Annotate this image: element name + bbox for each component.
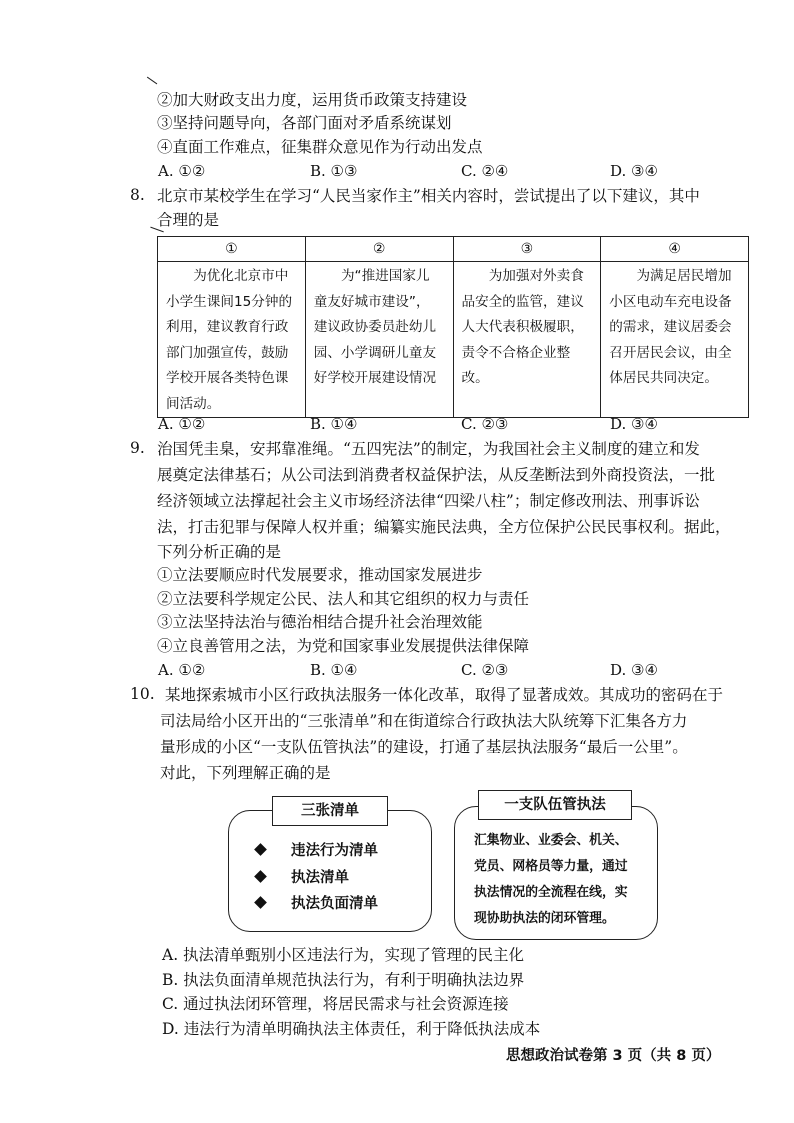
q8-option-b: B. ①④ — [310, 415, 358, 433]
page-footer: 思想政治试卷第 3 页（共 8 页） — [506, 1048, 721, 1064]
q7-option-c: C. ②④ — [461, 162, 509, 180]
right-list-line-1: 汇集物业、业委会、机关、 — [474, 833, 628, 848]
q10-stem-line-4: 对此，下列理解正确的是 — [160, 764, 331, 782]
q8-cell-4: 为满足居民增加小区电动车充电设备的需求，建议居委会召开居民会议，由全体居民共同决定。 — [601, 262, 749, 418]
left-list-title: 三张清单 — [272, 796, 388, 826]
right-list-title: 一支队伍管执法 — [478, 790, 632, 820]
q7-item-3: ③坚持问题导向，各部门面对矛盾系统谋划 — [157, 114, 452, 132]
q8-header-1: ① — [158, 237, 306, 262]
q10-option-b: B. 执法负面清单规范执法行为，有利于明确执法边界 — [162, 971, 525, 989]
q9-option-b: B. ①④ — [310, 661, 358, 679]
q10-option-a: A. 执法清单甄别小区违法行为，实现了管理的民主化 — [162, 946, 525, 964]
q8-stem-line-1: 北京市某校学生在学习“人民当家作主”相关内容时，尝试提出了以下建议，其中 — [157, 187, 700, 205]
left-list-item-3: 执法负面清单 — [256, 892, 378, 913]
right-list-line-2: 党员、网格员等力量，通过 — [474, 859, 628, 874]
q7-item-2: ②加大财政支出力度，运用货币政策支持建设 — [157, 91, 468, 109]
q9-stem-line-1: 治国凭圭臬，安邦靠准绳。“五四宪法”的制定，为我国社会主义制度的建立和发 — [157, 440, 700, 458]
q8-option-c: C. ②③ — [461, 415, 509, 433]
q8-header-2: ② — [305, 237, 453, 262]
q9-item-4: ④立良善管用之法，为党和国家事业发展提供法律保障 — [157, 637, 530, 655]
q9-stem-line-2: 展奠定法律基石；从公司法到消费者权益保护法，从反垄断法到外商投资法，一批 — [157, 466, 716, 484]
q8-header-3: ③ — [453, 237, 601, 262]
pen-mark — [147, 77, 158, 85]
q9-stem-line-3: 经济领域立法撑起社会主义市场经济法律“四梁八柱”；制定修改刑法、刑事诉讼 — [157, 492, 700, 510]
q10-number: 10. — [130, 685, 155, 703]
q9-option-c: C. ②③ — [461, 661, 509, 679]
q8-number: 8. — [130, 186, 145, 204]
q8-table — [157, 236, 749, 418]
q9-item-1: ①立法要顺应时代发展要求，推动国家发展进步 — [157, 566, 483, 584]
q8-cell-2: 为“推进国家儿童友好城市建设”，建议政协委员赴幼儿园、小学调研儿童友好学校开展建设情况 — [305, 262, 453, 418]
q7-option-d: D. ③④ — [610, 162, 658, 180]
q8-header-4: ④ — [601, 237, 749, 262]
q8-stem-line-2: 合理的是 — [157, 211, 220, 229]
q9-stem-line-4: 法，打击犯罪与保障人权并重；编纂实施民法典，全方位保护公民民事权利。据此， — [157, 518, 731, 536]
q9-item-3: ③立法坚持法治与德治相结合提升社会治理效能 — [157, 613, 483, 631]
diamond-bullet-icon — [254, 896, 267, 909]
left-list-item-1: 违法行为清单 — [256, 839, 378, 860]
q7-item-4: ④直面工作难点，征集群众意见作为行动出发点 — [157, 138, 483, 156]
q10-stem-line-2: 司法局给小区开出的“三张清单”和在街道综合行政执法大队统筹下汇集各方力 — [160, 712, 688, 730]
q8-option-a: A. ①② — [158, 415, 206, 433]
q10-stem-line-1: 某地探索城市小区行政执法服务一体化改革，取得了显著成效。其成功的密码在于 — [165, 686, 724, 704]
q9-number: 9. — [130, 439, 145, 457]
q10-stem-line-3: 量形成的小区“一支队伍管执法”的建设，打通了基层执法服务“最后一公里”。 — [160, 738, 688, 756]
diamond-bullet-icon — [254, 843, 267, 856]
q9-stem-line-5: 下列分析正确的是 — [157, 543, 282, 561]
q7-option-b: B. ①③ — [310, 162, 358, 180]
q9-option-a: A. ①② — [158, 661, 206, 679]
right-list-line-3: 执法情况的全流程在线，实 — [474, 885, 628, 900]
diamond-bullet-icon — [254, 870, 267, 883]
q9-option-d: D. ③④ — [610, 661, 658, 679]
left-list-item-2: 执法清单 — [256, 866, 349, 887]
q8-cell-1: 为优化北京市中小学生课间15分钟的利用，建议教育行政部门加强宣传，鼓励学校开展各类特色课间活动。 — [158, 262, 306, 418]
q10-option-c: C. 通过执法闭环管理，将居民需求与社会资源连接 — [162, 995, 509, 1013]
q8-cell-3: 为加强对外卖食品安全的监管，建议人大代表积极履职，责令不合格企业整改。 — [453, 262, 601, 418]
q10-option-d: D. 违法行为清单明确执法主体责任，利于降低执法成本 — [162, 1020, 541, 1038]
q9-item-2: ②立法要科学规定公民、法人和其它组织的权力与责任 — [157, 590, 530, 608]
q7-option-a: A. ①② — [158, 162, 206, 180]
q8-option-d: D. ③④ — [610, 415, 658, 433]
right-list-line-4: 现协助执法的闭环管理。 — [474, 911, 615, 926]
